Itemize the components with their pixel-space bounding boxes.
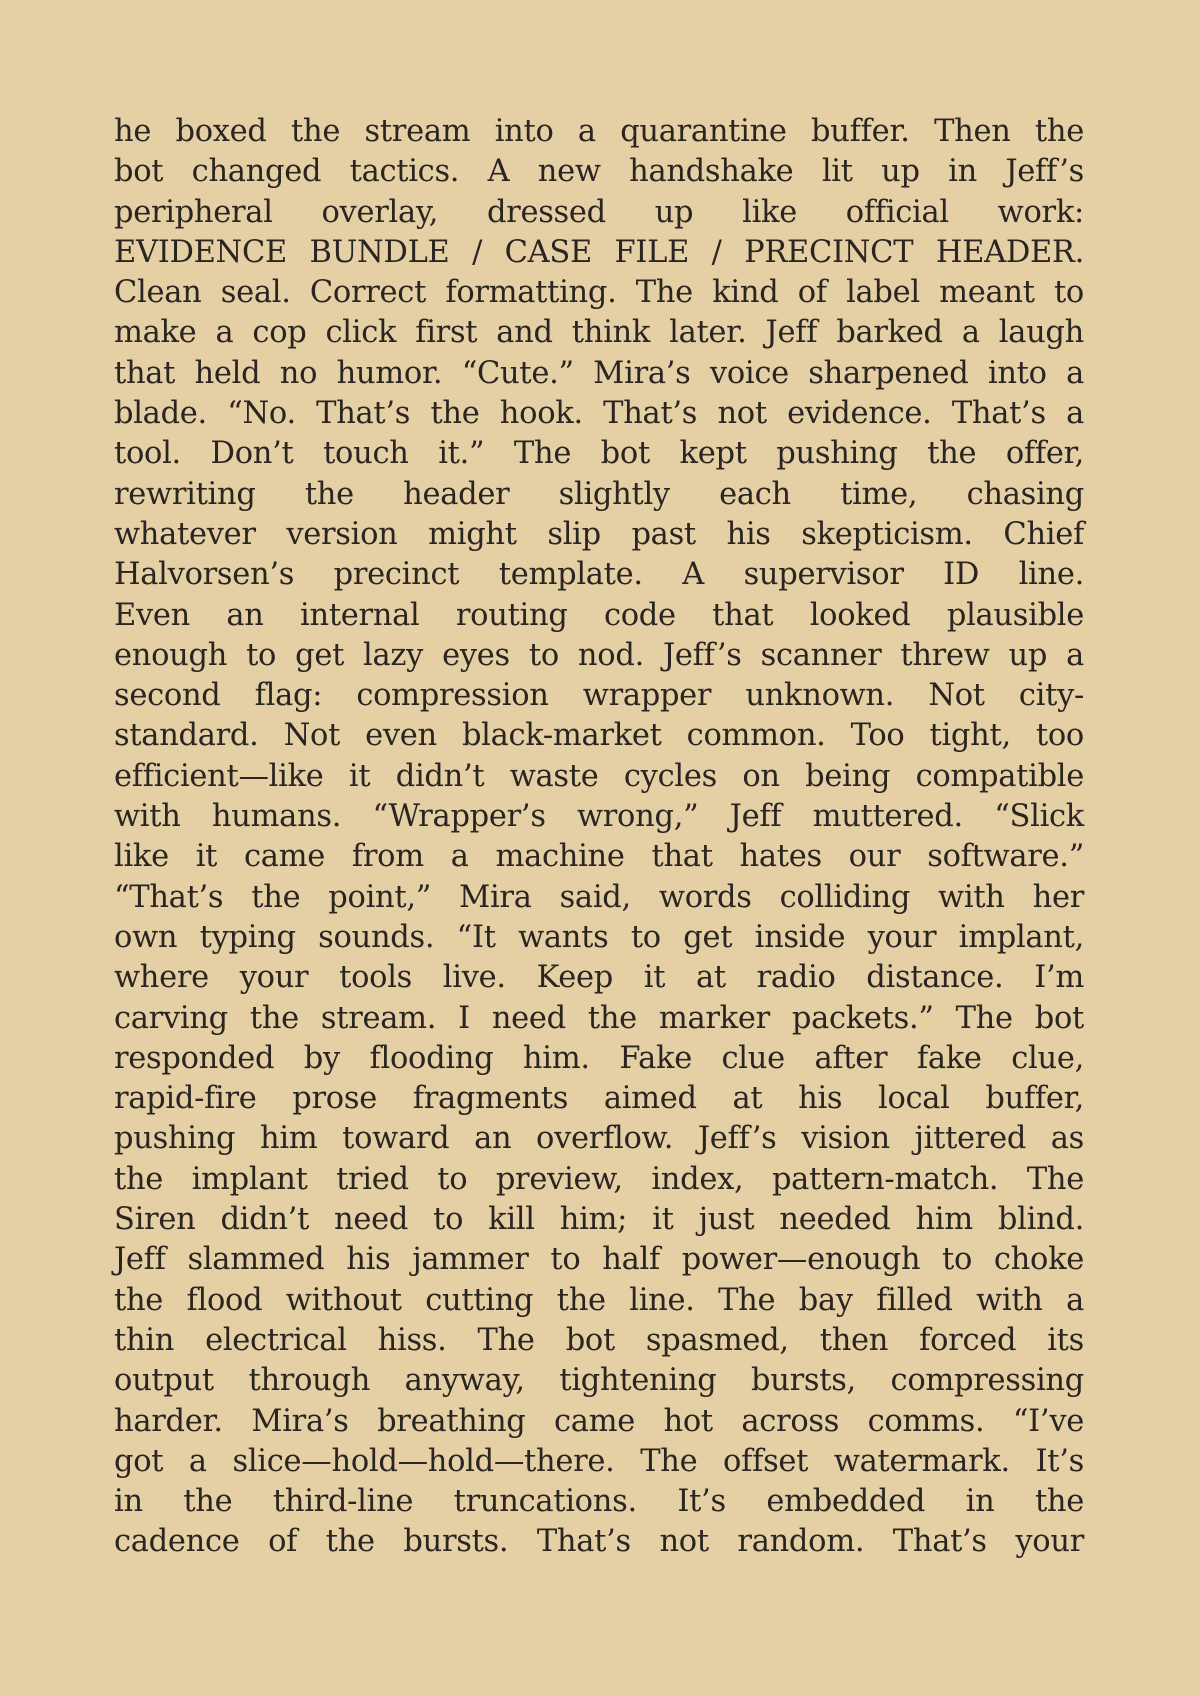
text-line: Siren didn’t need to kill him; it just needed him blind. <box>114 1202 1084 1238</box>
text-line: pushing him toward an overflow. Jeff’s vision jittered as <box>114 1121 1084 1157</box>
text-line: efficient—like it didn’t waste cycles on being compatible <box>114 758 1084 794</box>
text-line: cadence of the bursts. That’s not random. That’s your <box>114 1524 1084 1560</box>
text-line: like it came from a machine that hates our software.” <box>114 839 1084 875</box>
text-line: he boxed the stream into a quarantine buffer. Then the <box>114 114 1084 149</box>
text-line: whatever version might slip past his skepticism. Chief <box>114 516 1084 552</box>
text-line: rewriting the header slightly each time, chasing <box>114 476 1084 512</box>
text-line: peripheral overlay, dressed up like official work: <box>114 194 1084 230</box>
text-line: thin electrical hiss. The bot spasmed, then forced its <box>114 1322 1084 1358</box>
text-line: harder. Mira’s breathing came hot across comms. “I’ve <box>114 1403 1084 1439</box>
text-line: own typing sounds. “It wants to get inside your implant, <box>114 919 1084 955</box>
text-line: where your tools live. Keep it at radio distance. I’m <box>114 960 1084 996</box>
text-line: got a slice—hold—hold—there. The offset watermark. It’s <box>114 1443 1084 1479</box>
text-line: output through anyway, tightening bursts, compressing <box>114 1363 1084 1399</box>
text-line: responded by flooding him. Fake clue after fake clue, <box>114 1040 1084 1076</box>
text-line: carving the stream. I need the marker packets.” The bot <box>114 1000 1084 1036</box>
text-line: EVIDENCE BUNDLE / CASE FILE / PRECINCT HEADER. <box>114 234 1084 270</box>
text-line: bot changed tactics. A new handshake lit up in Jeff’s <box>114 154 1084 190</box>
text-page <box>114 112 1084 1563</box>
text-line: enough to get lazy eyes to nod. Jeff’s scanner threw up a <box>114 637 1084 673</box>
text-line: that held no humor. “Cute.” Mira’s voice sharpened into a <box>114 355 1084 391</box>
text-line: Halvorsen’s precinct template. A supervisor ID line. <box>114 557 1084 593</box>
text-line: Jeff slammed his jammer to half power—enough to choke <box>114 1242 1084 1278</box>
text-line: in the third-line truncations. It’s embedded in the <box>114 1484 1084 1520</box>
text-line: “That’s the point,” Mira said, words colliding with her <box>114 879 1084 915</box>
text-line: rapid-fire prose fragments aimed at his local buffer, <box>114 1081 1084 1117</box>
text-line: standard. Not even black-market common. Too tight, too <box>114 718 1084 754</box>
text-line: with humans. “Wrapper’s wrong,” Jeff muttered. “Slick <box>114 799 1084 835</box>
text-line: Even an internal routing code that looked plausible <box>114 597 1084 633</box>
text-line: tool. Don’t touch it.” The bot kept pushing the offer, <box>114 436 1084 472</box>
text-line: Clean seal. Correct formatting. The kind of label meant to <box>114 275 1084 311</box>
text-line: make a cop click first and think later. Jeff barked a laugh <box>114 315 1084 351</box>
text-line: second flag: compression wrapper unknown. Not city- <box>114 678 1084 714</box>
text-line: blade. “No. That’s the hook. That’s not evidence. That’s a <box>114 396 1084 432</box>
text-line: the flood without cutting the line. The bay filled with a <box>114 1282 1084 1318</box>
text-line: the implant tried to preview, index, pattern-match. The <box>114 1161 1084 1197</box>
